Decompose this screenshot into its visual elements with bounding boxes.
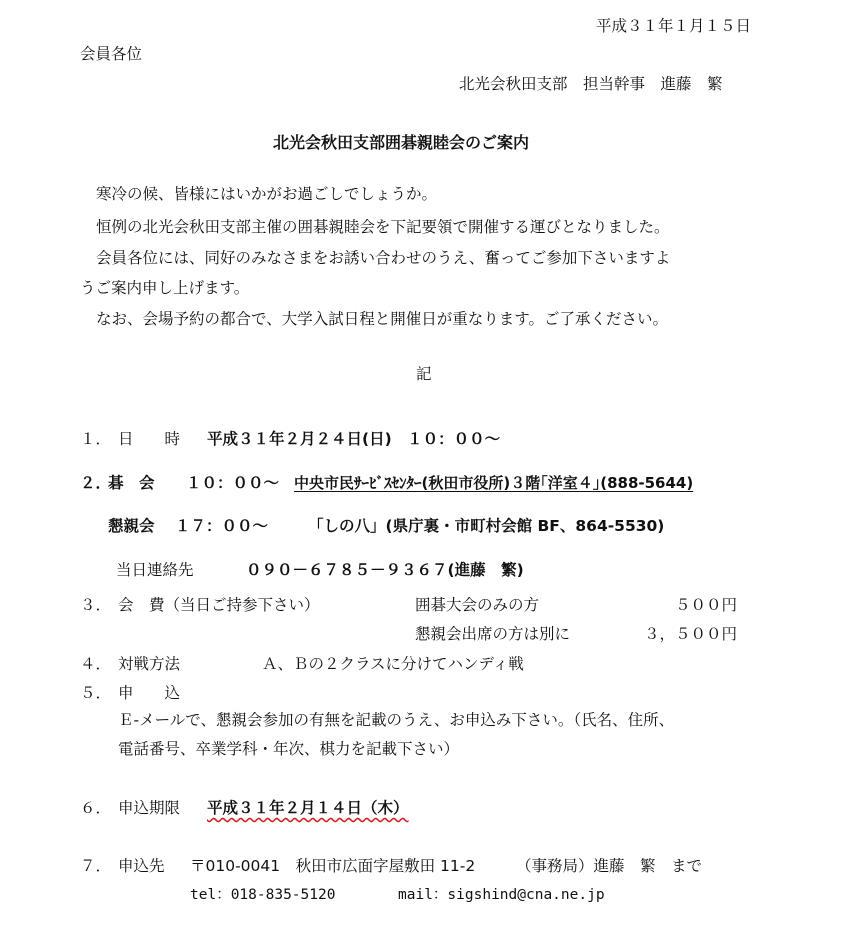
item-go-number: ２．: [80, 474, 112, 492]
item-apply-line1: Ｅ-メールで、懇親会参加の有無を記載のうえ、お申込み下さい。（氏名、住所、: [118, 711, 675, 729]
intro-invitation-line2: うご案内申し上げます。: [80, 279, 250, 297]
item-date-label: 日 時: [118, 430, 181, 448]
item-deadline-label: 申込期限: [118, 799, 181, 817]
ki-heading: 記: [416, 365, 432, 383]
item-to-tel: tel：018-835-5120: [190, 887, 336, 903]
item-go-label: 碁 会: [108, 474, 155, 492]
intro-announcement: 恒例の北光会秋田支部主催の囲碁親睦会を下記要領で開催する運びとなりました。: [96, 218, 670, 236]
item-to-mail[interactable]: mail：sigshind@cna.ne.jp: [398, 887, 605, 903]
item-party-venue: 「しの八」(県庁裏・市町村会館 BF、864-5530): [308, 517, 665, 535]
sender: 北光会秋田支部 担当幹事 進藤 繁: [459, 75, 723, 93]
item-go-time: １０：００～: [186, 474, 280, 492]
item-contact-label: 当日連絡先: [116, 561, 194, 579]
document-date: 平成３１年１月１５日: [596, 17, 752, 35]
item-to-office: （事務局）進藤 繁 まで: [516, 857, 703, 875]
item-apply-label: 申 込: [118, 684, 181, 702]
item-date-number: １．: [80, 430, 112, 448]
item-apply-number: ５．: [80, 684, 112, 702]
intro-invitation-line1: 会員各位には、同好のみなさまをお誘い合わせのうえ、奮ってご参加下さいますよ: [96, 249, 671, 267]
item-fee-number: ３．: [80, 596, 112, 614]
item-party-time: １７：００～: [175, 517, 269, 535]
recipient: 会員各位: [80, 45, 143, 63]
intro-note: なお、会場予約の都合で、大学入試日程と開催日が重なります。ご了承ください。: [96, 310, 668, 328]
item-fee-go-value: ５００円: [674, 596, 737, 614]
item-deadline-value: 平成３１年２月１４日（木）: [207, 799, 409, 817]
item-apply-line2: 電話番号、卒業学科・年次、棋力を記載下さい）: [118, 740, 460, 758]
item-method-value: Ａ、Ｂの２クラスに分けてハンディ戦: [262, 655, 524, 673]
item-to-number: ７．: [80, 857, 112, 875]
item-fee-go-label: 囲碁大会のみの方: [415, 596, 540, 614]
item-fee-label: 会 費（当日ご持参下さい）: [118, 596, 320, 614]
item-deadline-number: ６．: [80, 799, 112, 817]
item-to-address: 〒010-0041 秋田市広面字屋敷田 11-2: [190, 857, 476, 875]
item-to-label: 申込先: [118, 857, 165, 875]
item-method-label: 対戦方法: [118, 655, 181, 673]
item-fee-party-value: ３，５００円: [643, 625, 737, 643]
item-method-number: ４．: [80, 655, 112, 673]
intro-greeting: 寒冷の候、皆様にはいかがお過ごしでしょうか。: [96, 185, 438, 203]
item-go-venue: 中央市民ｻｰﾋﾞｽｾﾝﾀｰ(秋田市役所)３階｢洋室４｣(888-5644): [294, 474, 694, 492]
item-contact-value: ０９０－６７８５－９３６７(進藤 繁): [246, 561, 524, 579]
item-party-label: 懇親会: [108, 517, 155, 535]
item-fee-party-label: 懇親会出席の方は別に: [415, 625, 571, 643]
item-date-value: 平成３１年２月２４日(日) １０：００～: [207, 430, 501, 448]
document-title: 北光会秋田支部囲碁親睦会のご案内: [273, 133, 530, 152]
